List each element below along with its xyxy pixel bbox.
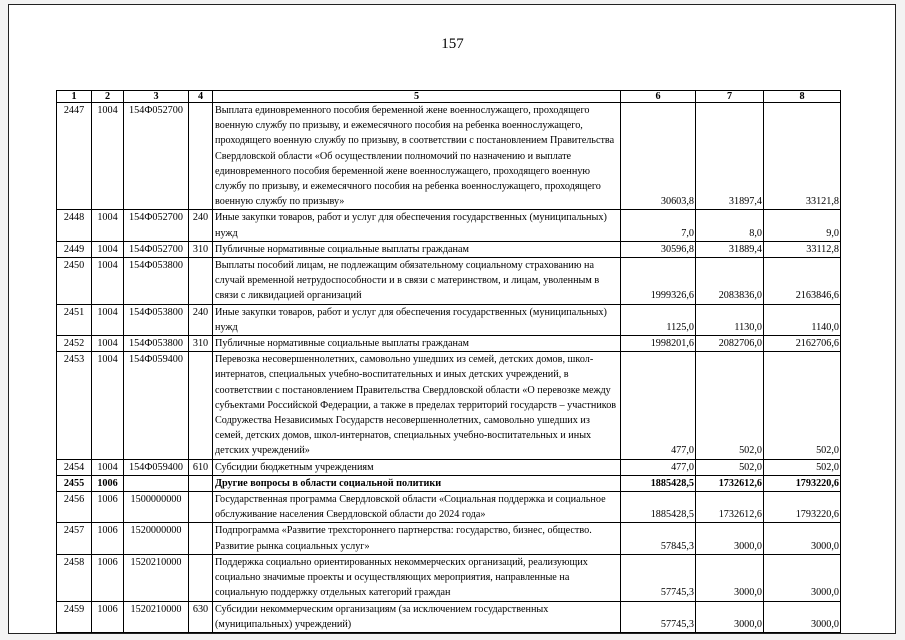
table-row <box>57 304 841 335</box>
description-cell: Перевозка несовершеннолетних, самовольно ушедших из семей, детских домов, школ-интернатов, специальных учебно-воспитательных и иных детских учреждений, в соответствии с постановлением Правительства Свердловской области «О перевозке между субъектами Российской Федерации, а также в пределах территорий государств – участников Содружества Независимых Государств несовершеннолетних, самовольно ушедших из семей, детских домов, школ-интернатов, специальных учебно-воспитательных и иных детских учреждений» <box>213 352 621 459</box>
description-cell: Публичные нормативные социальные выплаты гражданам <box>213 241 621 257</box>
description-cell: Другие вопросы в области социальной политики <box>213 475 621 491</box>
section-code-cell: 1004 <box>92 258 124 305</box>
table-row <box>57 601 841 632</box>
amount-col8-cell: 3000,0 <box>764 601 841 632</box>
column-header: 7 <box>696 91 764 103</box>
row-number-cell: 2454 <box>57 459 92 475</box>
table-row <box>57 492 841 523</box>
amount-col7-cell: 2083836,0 <box>696 258 764 305</box>
amount-col8-cell: 502,0 <box>764 352 841 459</box>
row-number-cell: 2448 <box>57 210 92 241</box>
section-code-cell: 1004 <box>92 210 124 241</box>
amount-col7-cell: 31889,4 <box>696 241 764 257</box>
amount-col6-cell: 57745,3 <box>621 601 696 632</box>
description-cell: Выплаты пособий лицам, не подлежащим обязательному социальному страхованию на случай временной нетрудоспособности и в связи с материнством, и лицам, уволенным в связи с ликвидацией организаций <box>213 258 621 305</box>
amount-col7-cell: 1732612,6 <box>696 492 764 523</box>
amount-col8-cell: 502,0 <box>764 459 841 475</box>
amount-col8-cell: 3000,0 <box>764 554 841 601</box>
row-number-cell: 2451 <box>57 304 92 335</box>
description-cell: Подпрограмма «Развитие трехстороннего партнерства: государство, бизнес, общество. Развитие рынка социальных услуг» <box>213 523 621 554</box>
target-code-cell: 154Ф052700 <box>124 103 189 210</box>
section-code-cell: 1006 <box>92 601 124 632</box>
description-cell: Публичные нормативные социальные выплаты гражданам <box>213 336 621 352</box>
amount-col7-cell: 502,0 <box>696 352 764 459</box>
amount-col8-cell: 2162706,6 <box>764 336 841 352</box>
expense-type-cell <box>189 492 213 523</box>
row-number-cell: 2458 <box>57 554 92 601</box>
amount-col6-cell: 30596,8 <box>621 241 696 257</box>
target-code-cell: 154Ф052700 <box>124 241 189 257</box>
description-cell: Иные закупки товаров, работ и услуг для обеспечения государственных (муниципальных) нужд <box>213 304 621 335</box>
section-code-cell: 1004 <box>92 103 124 210</box>
amount-col6-cell: 7,0 <box>621 210 696 241</box>
table-header-row <box>57 91 841 103</box>
target-code-cell: 154Ф053800 <box>124 304 189 335</box>
section-code-cell: 1004 <box>92 304 124 335</box>
expense-type-cell <box>189 554 213 601</box>
amount-col6-cell: 57845,3 <box>621 523 696 554</box>
amount-col7-cell: 502,0 <box>696 459 764 475</box>
expense-type-cell: 240 <box>189 304 213 335</box>
budget-table <box>56 90 841 633</box>
table-row <box>57 258 841 305</box>
expense-type-cell <box>189 352 213 459</box>
column-header: 6 <box>621 91 696 103</box>
target-code-cell: 154Ф052700 <box>124 210 189 241</box>
target-code-cell: 154Ф053800 <box>124 258 189 305</box>
target-code-cell <box>124 475 189 491</box>
target-code-cell: 1500000000 <box>124 492 189 523</box>
column-header: 2 <box>92 91 124 103</box>
amount-col6-cell: 1885428,5 <box>621 475 696 491</box>
target-code-cell: 1520210000 <box>124 554 189 601</box>
section-code-cell: 1004 <box>92 459 124 475</box>
amount-col7-cell: 1732612,6 <box>696 475 764 491</box>
amount-col8-cell: 33121,8 <box>764 103 841 210</box>
target-code-cell: 154Ф053800 <box>124 336 189 352</box>
target-code-cell: 154Ф059400 <box>124 459 189 475</box>
amount-col8-cell: 9,0 <box>764 210 841 241</box>
expense-type-cell: 310 <box>189 336 213 352</box>
row-number-cell: 2452 <box>57 336 92 352</box>
amount-col7-cell: 1130,0 <box>696 304 764 335</box>
amount-col6-cell: 57745,3 <box>621 554 696 601</box>
amount-col7-cell: 3000,0 <box>696 601 764 632</box>
description-cell: Субсидии некоммерческим организациям (за исключением государственных (муниципальных) учреждений) <box>213 601 621 632</box>
target-code-cell: 1520000000 <box>124 523 189 554</box>
amount-col7-cell: 3000,0 <box>696 554 764 601</box>
table-row <box>57 210 841 241</box>
page-number: 157 <box>441 36 464 52</box>
row-number-cell: 2456 <box>57 492 92 523</box>
column-header: 8 <box>764 91 841 103</box>
amount-col6-cell: 1885428,5 <box>621 492 696 523</box>
row-number-cell: 2455 <box>57 475 92 491</box>
table-row <box>57 336 841 352</box>
expense-type-cell: 610 <box>189 459 213 475</box>
column-header: 4 <box>189 91 213 103</box>
description-cell: Государственная программа Свердловской области «Социальная поддержка и социальное обслуживание населения Свердловской области до 2024 года» <box>213 492 621 523</box>
table-row <box>57 475 841 491</box>
description-cell: Субсидии бюджетным учреждениям <box>213 459 621 475</box>
section-code-cell: 1004 <box>92 352 124 459</box>
section-code-cell: 1004 <box>92 336 124 352</box>
amount-col6-cell: 477,0 <box>621 352 696 459</box>
amount-col7-cell: 2082706,0 <box>696 336 764 352</box>
amount-col8-cell: 3000,0 <box>764 523 841 554</box>
expense-type-cell: 240 <box>189 210 213 241</box>
expense-type-cell <box>189 475 213 491</box>
description-cell: Выплата единовременного пособия беременной жене военнослужащего, проходящего военную службу по призыву, и ежемесячного пособия на ребенка военнослужащего, проходящего военную службу по призыву, в соответствии с постановлением Правительства Свердловской области «Об осуществлении полномочий по назначению и выплате единовременного пособия беременной жене военнослужащего, проходящего военную службу по призыву, и ежемесячного пособия на ребенка военнослужащего, проходящего военную службу по призыву» <box>213 103 621 210</box>
column-header: 1 <box>57 91 92 103</box>
description-cell: Поддержка социально ориентированных некоммерческих организаций, реализующих социально значимые проекты и осуществляющих мероприятия, направленные на социальную поддержку отдельных категорий граждан <box>213 554 621 601</box>
amount-col8-cell: 1793220,6 <box>764 475 841 491</box>
section-code-cell: 1004 <box>92 241 124 257</box>
row-number-cell: 2459 <box>57 601 92 632</box>
amount-col6-cell: 30603,8 <box>621 103 696 210</box>
amount-col6-cell: 477,0 <box>621 459 696 475</box>
amount-col8-cell: 2163846,6 <box>764 258 841 305</box>
amount-col6-cell: 1999326,6 <box>621 258 696 305</box>
description-cell: Иные закупки товаров, работ и услуг для обеспечения государственных (муниципальных) нужд <box>213 210 621 241</box>
amount-col7-cell: 31897,4 <box>696 103 764 210</box>
column-header: 5 <box>213 91 621 103</box>
table-row <box>57 241 841 257</box>
amount-col8-cell: 33112,8 <box>764 241 841 257</box>
row-number-cell: 2453 <box>57 352 92 459</box>
amount-col7-cell: 3000,0 <box>696 523 764 554</box>
target-code-cell: 1520210000 <box>124 601 189 632</box>
row-number-cell: 2457 <box>57 523 92 554</box>
section-code-cell: 1006 <box>92 492 124 523</box>
amount-col7-cell: 8,0 <box>696 210 764 241</box>
expense-type-cell <box>189 258 213 305</box>
table-row <box>57 352 841 459</box>
row-number-cell: 2450 <box>57 258 92 305</box>
expense-type-cell <box>189 103 213 210</box>
amount-col6-cell: 1125,0 <box>621 304 696 335</box>
amount-col6-cell: 1998201,6 <box>621 336 696 352</box>
amount-col8-cell: 1793220,6 <box>764 492 841 523</box>
expense-type-cell: 310 <box>189 241 213 257</box>
row-number-cell: 2447 <box>57 103 92 210</box>
expense-type-cell <box>189 523 213 554</box>
column-header: 3 <box>124 91 189 103</box>
table-row <box>57 103 841 210</box>
section-code-cell: 1006 <box>92 554 124 601</box>
section-code-cell: 1006 <box>92 475 124 491</box>
row-number-cell: 2449 <box>57 241 92 257</box>
table-row <box>57 523 841 554</box>
table-row <box>57 459 841 475</box>
table-row <box>57 554 841 601</box>
target-code-cell: 154Ф059400 <box>124 352 189 459</box>
section-code-cell: 1006 <box>92 523 124 554</box>
expense-type-cell: 630 <box>189 601 213 632</box>
amount-col8-cell: 1140,0 <box>764 304 841 335</box>
